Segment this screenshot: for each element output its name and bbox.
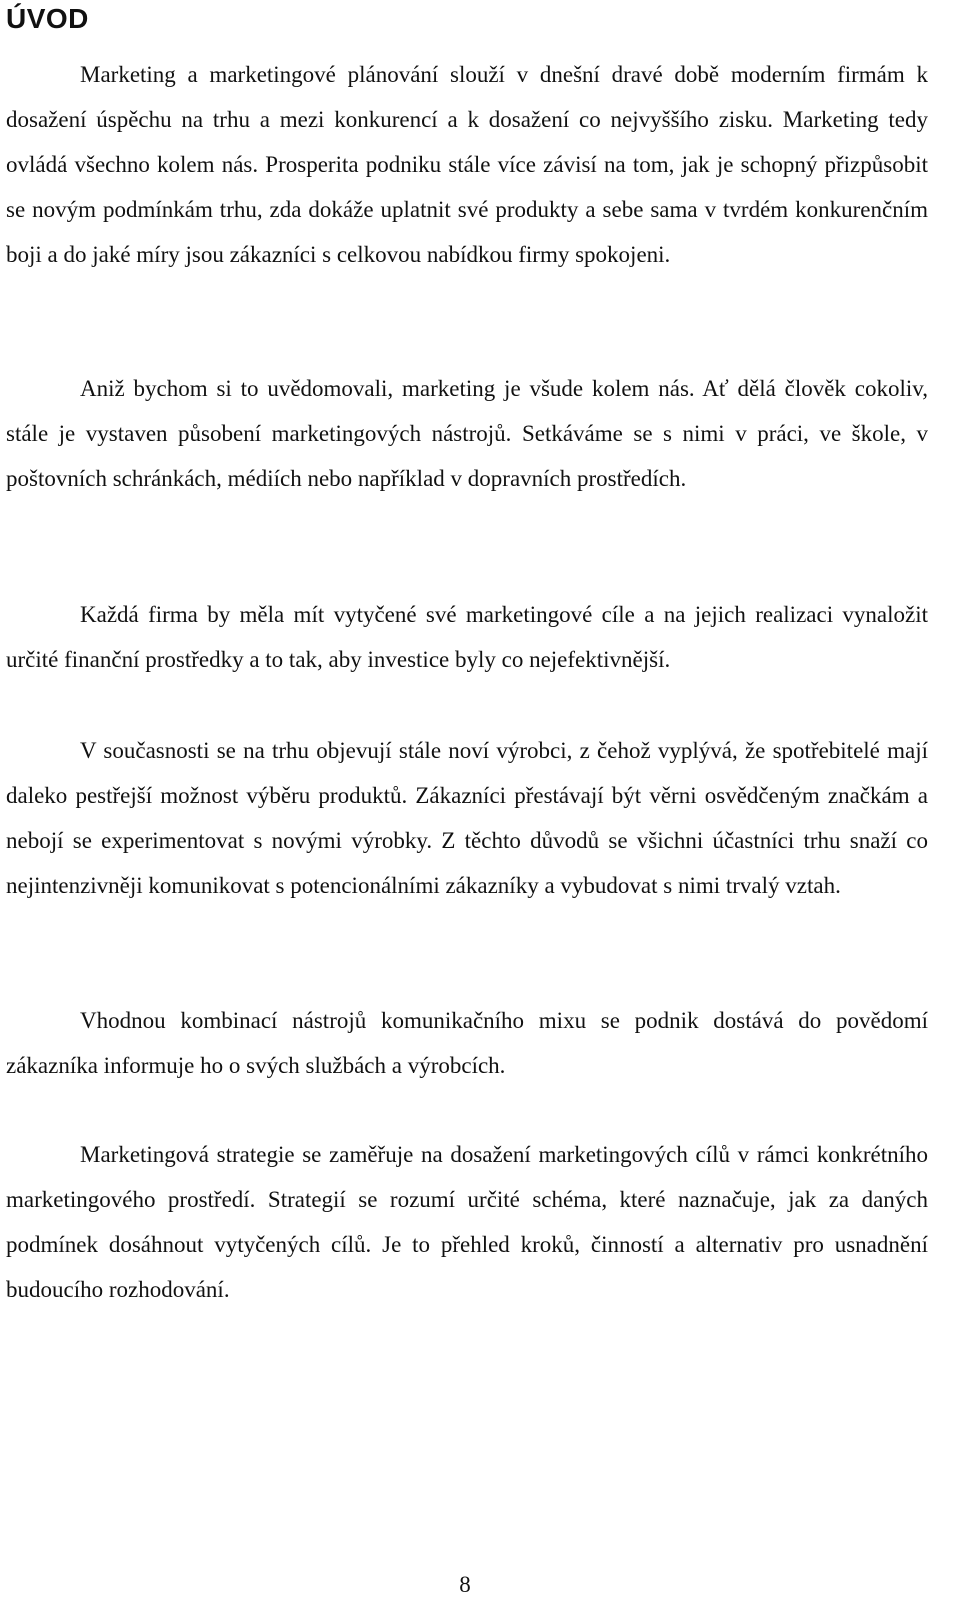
- paragraph-new-producers: V současnosti se na trhu objevují stále noví výrobci, z čehož vyplývá, že spotřebitelé mají daleko pestřejší možnost výběru produktů. Zákazníci přestávají být věrni osvědčeným značkám a nebojí se experimentovat s novými výrobky. Z těchto důvodů se všichni účastníci trhu snaží co nejintenzivněji komunikovat s potencionálními zákazníky a vybudovat s nimi trvalý vztah.: [6, 738, 928, 898]
- paragraph-marketing-strategy: Marketingová strategie se zaměřuje na dosažení marketingových cílů v rámci konkrétního marketingového prostředí. Strategií se rozumí určité schéma, které naznačuje, jak za daných podmínek dosáhnout vytyčených cílů. Je to přehled kroků, činností a alternativ pro usnadnění budoucího rozhodování.: [6, 1142, 928, 1302]
- paragraph-marketing-everywhere: Aniž bychom si to uvědomovali, marketing je všude kolem nás. Ať dělá člověk cokoliv, stále je vystaven působení marketingových nástrojů. Setkáváme se s nimi v práci, ve škole, v poštovních schránkách, médiích nebo například v dopravních prostředích.: [6, 376, 928, 491]
- paragraph-marketing-goals: Každá firma by měla mít vytyčené své marketingové cíle a na jejich realizaci vynaložit určité finanční prostředky a to tak, aby investice byly co nejefektivnější.: [6, 602, 928, 672]
- paragraph-intro: Marketing a marketingové plánování slouží v dnešní dravé době moderním firmám k dosažení úspěchu na trhu a mezi konkurencí a k dosažení co nejvyššího zisku. Marketing tedy ovládá všechno kolem nás. Prosperita podniku stále více závisí na tom, jak je schopný přizpůsobit se novým podmínkám trhu, zda dokáže uplatnit své produkty a sebe sama v tvrdém konkurenčním boji a do jaké míry jsou zákazníci s celkovou nabídkou firmy spokojeni.: [6, 62, 928, 267]
- page-number: 8: [459, 1572, 471, 1597]
- paragraph-communication-mix: Vhodnou kombinací nástrojů komunikačního mixu se podnik dostává do povědomí zákazníka informuje ho o svých službách a výrobcích.: [6, 1008, 928, 1078]
- page-title: ÚVOD: [6, 3, 89, 34]
